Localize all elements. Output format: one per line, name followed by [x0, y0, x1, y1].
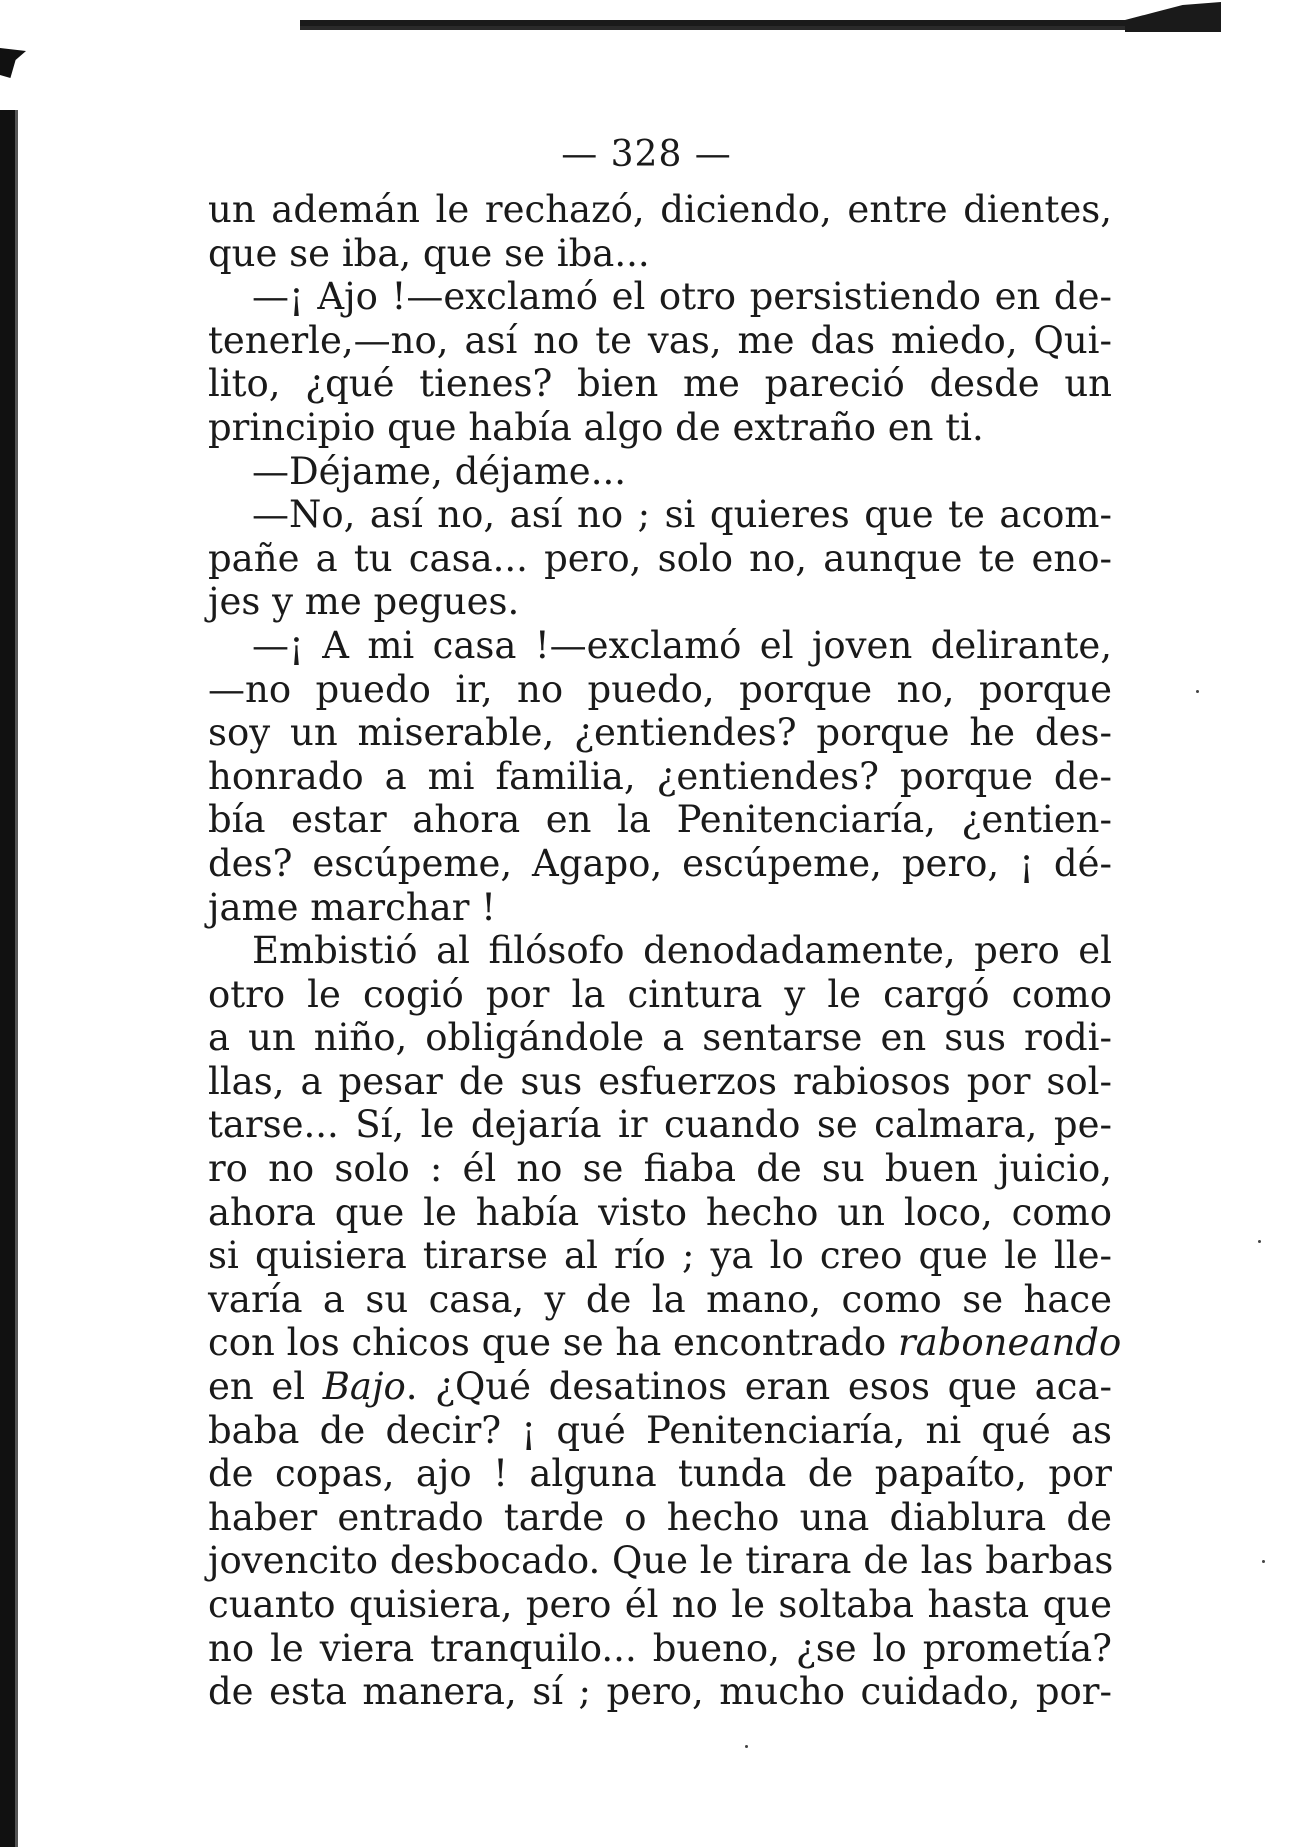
text-line: si quisiera tirarse al río ; ya lo creo que le lle- — [208, 1234, 1112, 1278]
text-line: de esta manera, sí ; pero, mucho cuidado, por- — [208, 1670, 1112, 1714]
text-run: . ¿Qué desatinos eran esos que aca- — [405, 1365, 1112, 1409]
text-line: que se iba, que se iba... — [208, 231, 650, 275]
top-rule — [300, 20, 1220, 34]
text-line: —Déjame, déjame... — [252, 449, 626, 493]
text-line: a un niño, obligándole a sentarse en sus rodi- — [208, 1016, 1112, 1060]
text-line: tenerle,—no, así no te vas, me das miedo, Qui- — [208, 318, 1112, 362]
binding-mark — [0, 48, 26, 78]
text-line: ahora que le había visto hecho un loco, como — [208, 1190, 1112, 1234]
print-speck — [1262, 1560, 1265, 1563]
print-speck — [1258, 1240, 1261, 1243]
text-line: soy un miserable, ¿entiendes? porque he des- — [208, 711, 1112, 755]
text-line: llas, a pesar de sus esfuerzos rabiosos por sol- — [208, 1059, 1112, 1103]
text-line: bía estar ahora en la Penitenciaría, ¿entien- — [208, 798, 1112, 842]
text-line: de copas, ajo ! alguna tunda de papaíto, por — [208, 1452, 1112, 1496]
text-line: baba de decir? ¡ qué Penitenciaría, ni qué as — [208, 1408, 1112, 1452]
text-line: varía a su casa, y de la mano, como se hace — [208, 1277, 1112, 1321]
text-run: en el — [208, 1365, 323, 1409]
text-line: —¡ Ajo !—exclamó el otro persistiendo en de- — [252, 275, 1112, 319]
text-line: ro no solo : él no se fiaba de su buen juicio, — [208, 1147, 1112, 1191]
text-line: Embistió al filósofo denodadamente, pero el — [252, 929, 1112, 973]
text-line: honrado a mi familia, ¿entiendes? porque de- — [208, 754, 1112, 798]
text-line: jes y me pegues. — [208, 580, 520, 624]
text-line: —¡ A mi casa !—exclamó el joven delirante, — [252, 623, 1112, 667]
body-text — [208, 188, 1122, 1714]
text-line: lito, ¿qué tienes? bien me pareció desde un — [208, 362, 1112, 406]
text-line: principio que había algo de extraño en ti. — [208, 405, 984, 449]
text-line: —no puedo ir, no puedo, porque no, porque — [208, 667, 1112, 711]
text-line: un ademán le rechazó, diciendo, entre dientes, — [208, 188, 1112, 231]
binding-edge — [0, 110, 22, 1847]
text-line: jovencito desbocado. Que le tirara de las barbas — [208, 1539, 1114, 1583]
text-line: —No, así no, así no ; si quieres que te acom- — [252, 493, 1112, 537]
top-rule-flourish — [1125, 2, 1221, 32]
text-line: haber entrado tarde o hecho una diablura de — [208, 1495, 1112, 1539]
text-line: tarse... Sí, le dejaría ir cuando se calmara, pe- — [208, 1103, 1112, 1147]
text-line: des? escúpeme, Agapo, escúpeme, pero, ¡ dé- — [208, 841, 1112, 885]
italic-word: Bajo — [322, 1365, 406, 1409]
text-line: cuanto quisiera, pero él no le soltaba hasta que — [208, 1583, 1112, 1626]
text-line: jame marchar ! — [208, 885, 497, 929]
text-line — [208, 1365, 1112, 1409]
page-number: — 328 — — [561, 134, 732, 175]
text-line: pañe a tu casa... pero, solo no, aunque te eno- — [208, 536, 1112, 580]
text-run: con los chicos que se ha encontrado — [208, 1321, 898, 1365]
print-speck — [745, 1745, 748, 1748]
italic-word: raboneando — [897, 1321, 1122, 1365]
text-line — [208, 1321, 1122, 1365]
text-line: otro le cogió por la cintura y le cargó como — [208, 972, 1112, 1016]
text-line: no le viera tranquilo... bueno, ¿se lo prometía? — [208, 1626, 1112, 1670]
print-speck — [1196, 690, 1199, 693]
